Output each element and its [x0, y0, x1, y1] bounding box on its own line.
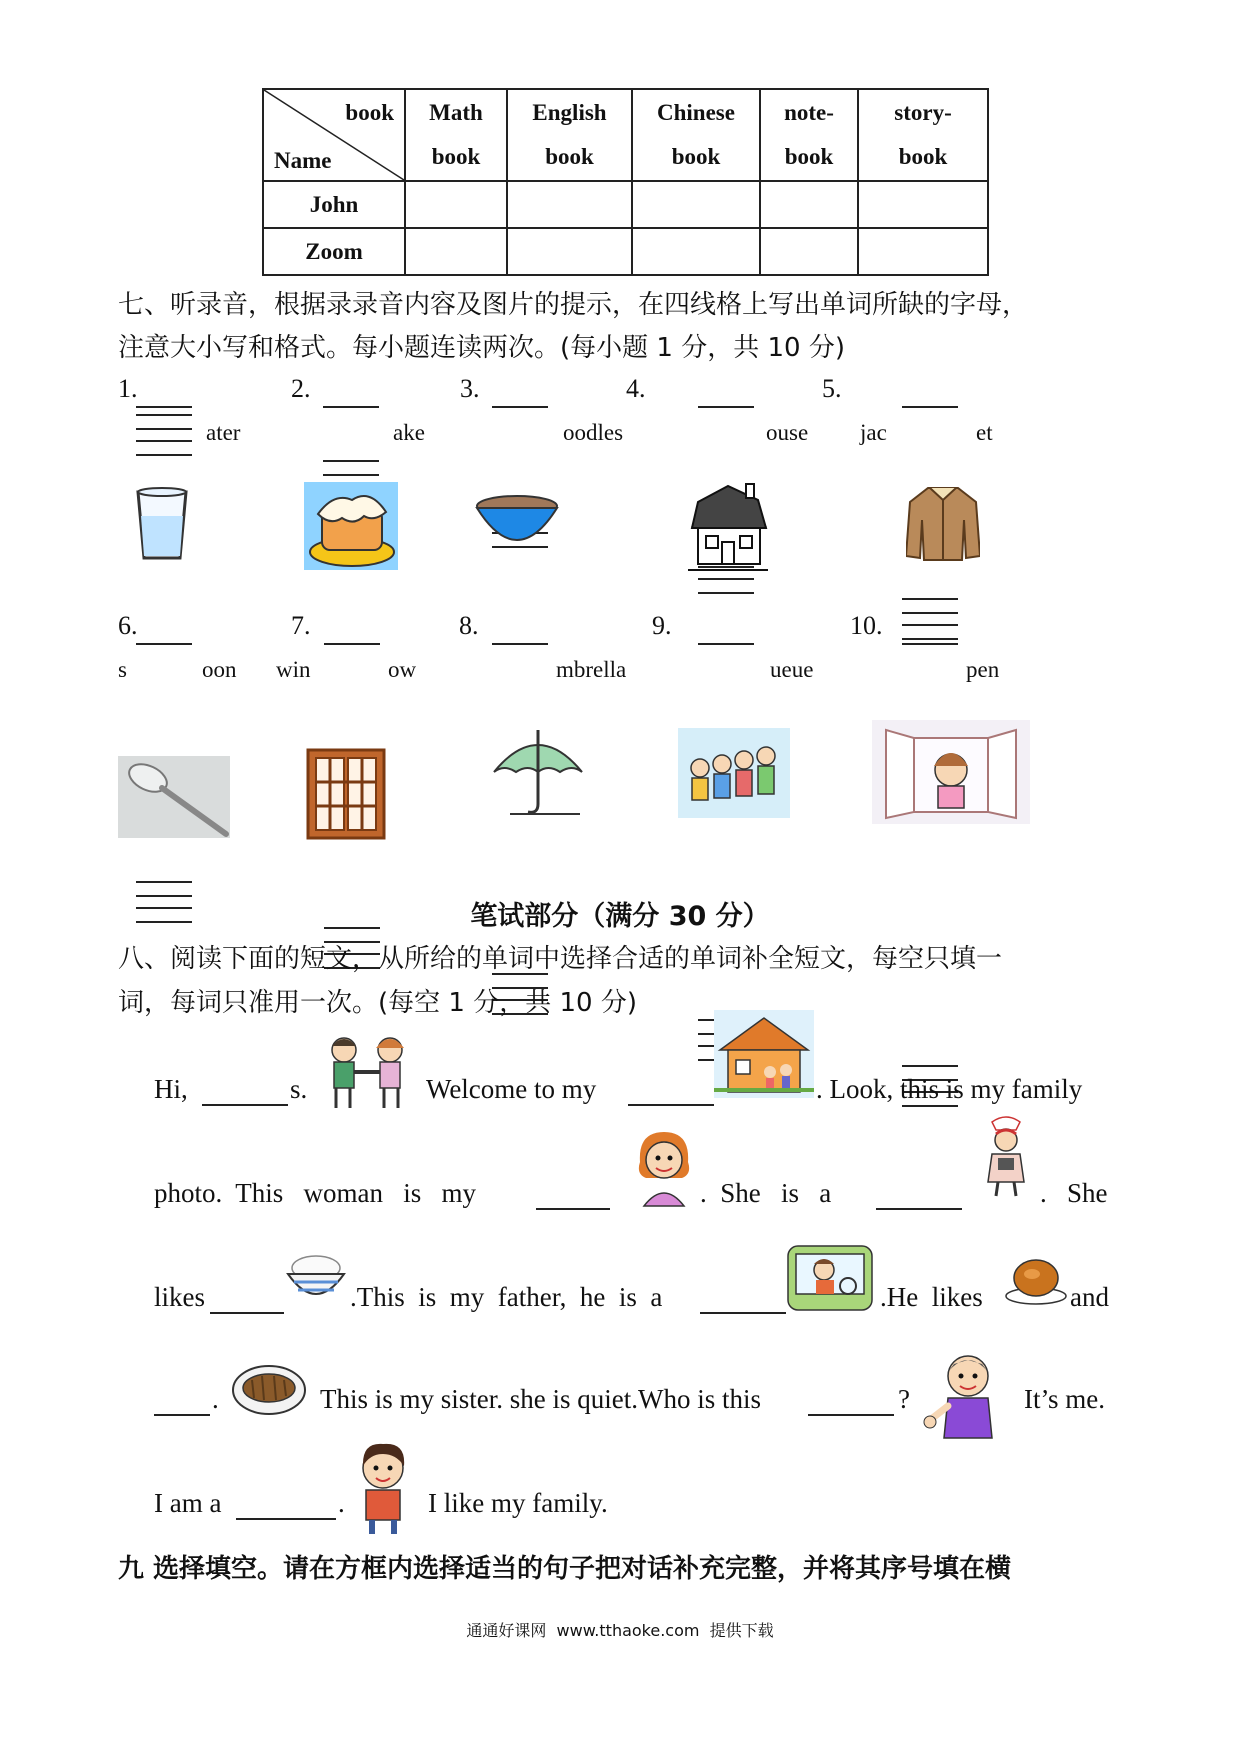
answer-blank[interactable]: [492, 623, 548, 645]
book-table: [262, 88, 989, 276]
word-fragment: ater: [206, 420, 241, 445]
item-number: 3.: [460, 374, 480, 403]
word-fragment: et: [976, 420, 993, 445]
jacket-icon: [906, 482, 980, 562]
column-header: story- book: [858, 89, 988, 181]
queue-icon: [678, 728, 790, 818]
answer-blank[interactable]: [536, 1184, 610, 1210]
beef-plate-icon: [230, 1360, 308, 1418]
answer-blank[interactable]: [324, 623, 380, 645]
nurse-icon: [976, 1112, 1036, 1198]
answer-cell[interactable]: [760, 228, 858, 275]
answer-cell[interactable]: [507, 228, 632, 275]
house-icon: [688, 482, 770, 578]
word-fragment: oodles: [563, 420, 624, 445]
answer-blank[interactable]: [323, 386, 379, 408]
open-window-icon: [872, 720, 1030, 824]
answer-cell[interactable]: [858, 228, 988, 275]
roast-chicken-icon: [1004, 1246, 1070, 1308]
home-icon: [714, 1010, 814, 1098]
rice-bowl-icon: [284, 1252, 348, 1306]
cake-icon: [304, 482, 398, 570]
item-number: 5.: [822, 374, 842, 403]
column-header: note- book: [760, 89, 858, 181]
word-fragment: ake: [393, 420, 425, 445]
word-fragment: pen: [966, 657, 1000, 682]
umbrella-icon: [490, 722, 586, 818]
window-icon: [306, 748, 386, 840]
spoon-icon: [118, 756, 230, 838]
boy-thumbs-up-icon: [920, 1350, 1010, 1446]
column-header: Chinese book: [632, 89, 760, 181]
word-fragment: jac: [860, 420, 887, 445]
word-fragment: mbrella: [556, 657, 627, 682]
section9-instruction: 九 选择填空。请在方框内选择适当的句子把对话补充完整，并将其序号填在横: [118, 1554, 1012, 1584]
section7-instruction-line2: 注意大小写和格式。每小题连读两次。(每小题 1 分，共 10 分): [118, 333, 845, 363]
answer-cell[interactable]: [405, 228, 507, 275]
answer-blank[interactable]: [210, 1288, 284, 1314]
word-fragment: ouse: [766, 420, 809, 445]
answer-blank[interactable]: [492, 386, 548, 408]
answer-blank[interactable]: [236, 1494, 336, 1520]
mother-icon: [632, 1128, 696, 1208]
written-part-title: 笔试部分（满分 30 分）: [470, 901, 770, 932]
boy-icon: [352, 1440, 414, 1536]
row-label: Zoom: [263, 228, 405, 275]
word-fragment: s: [118, 657, 127, 682]
item-number: 2.: [291, 374, 311, 403]
answer-blank[interactable]: [808, 1390, 894, 1416]
answer-blank[interactable]: [902, 386, 958, 408]
noodles-bowl-icon: [474, 492, 560, 552]
section8-instruction-line1: 八、阅读下面的短文，从所给的单词中选择合适的单词补全短文，每空只填一: [118, 944, 1003, 974]
footer-text: 通通好课网 www.tthaoke.com 提供下载: [466, 1621, 774, 1640]
item-number: 8.: [459, 611, 479, 640]
item-number: 9.: [652, 611, 672, 640]
section8-instruction-line2: 词，每词只准用一次。(每空 1 分，共 10 分): [118, 988, 637, 1018]
answer-blank[interactable]: [698, 623, 754, 645]
word-fragment: oon: [202, 657, 237, 682]
table-corner-cell: [263, 89, 405, 181]
driver-icon: [786, 1240, 878, 1316]
corner-bottom-label: Name: [274, 148, 332, 173]
word-fragment: ow: [388, 657, 417, 682]
column-header: English book: [507, 89, 632, 181]
water-glass-icon: [134, 486, 190, 564]
answer-blank[interactable]: [154, 1390, 210, 1416]
item-number: 7.: [291, 611, 311, 640]
answer-cell[interactable]: [760, 181, 858, 228]
section7-instruction-line1: 七、听录音，根据录录音内容及图片的提示，在四线格上写出单词所缺的字母，: [118, 290, 1029, 320]
word-fragment: win: [276, 657, 311, 682]
answer-blank[interactable]: [202, 1080, 288, 1106]
corner-top-label: book: [345, 100, 394, 125]
item-number: 1.: [118, 374, 138, 403]
word-fragment: ueue: [770, 657, 814, 682]
column-header: Math book: [405, 89, 507, 181]
row-label: John: [263, 181, 405, 228]
answer-cell[interactable]: [632, 181, 760, 228]
answer-cell[interactable]: [405, 181, 507, 228]
four-line-grid[interactable]: [136, 414, 192, 460]
answer-blank[interactable]: [876, 1184, 962, 1210]
answer-blank[interactable]: [136, 623, 192, 645]
answer-cell[interactable]: [507, 181, 632, 228]
item-number: 6.: [118, 611, 138, 640]
answer-cell[interactable]: [858, 181, 988, 228]
answer-blank[interactable]: [700, 1288, 786, 1314]
handshake-icon: [320, 1030, 414, 1112]
answer-blank[interactable]: [902, 623, 958, 645]
answer-blank[interactable]: [628, 1080, 714, 1106]
answer-cell[interactable]: [632, 228, 760, 275]
answer-blank[interactable]: [698, 386, 754, 408]
item-number: 4.: [626, 374, 646, 403]
answer-blank[interactable]: [136, 386, 192, 408]
item-number: 10.: [850, 611, 883, 640]
